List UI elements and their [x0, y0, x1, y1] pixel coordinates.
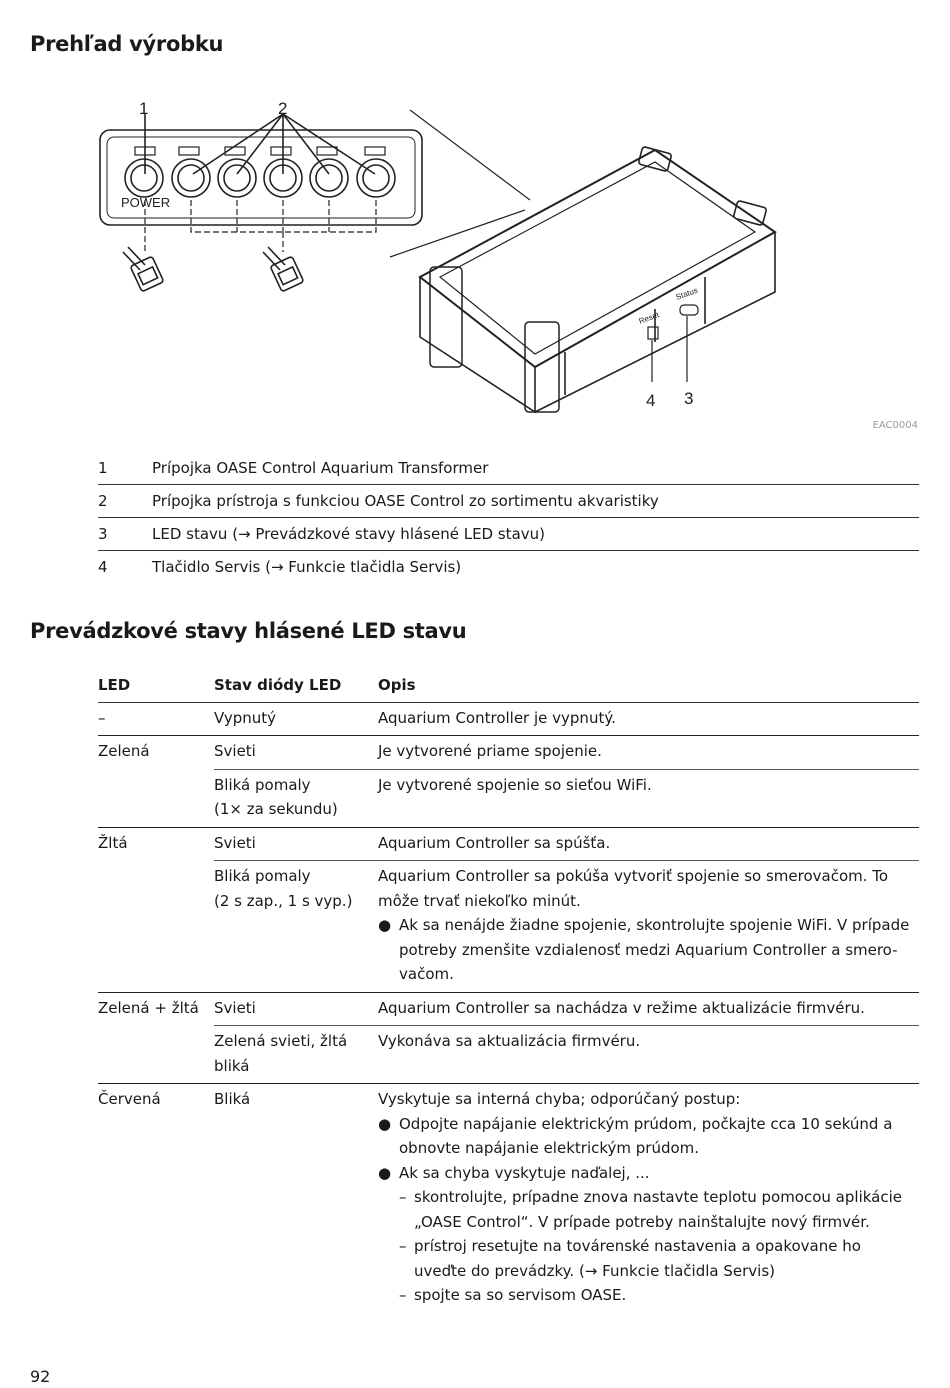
figure-code: EAC0004: [872, 420, 918, 431]
connector-panel: [100, 130, 422, 225]
dash-item: – skontrolujte, prípadne znova nastavte teplotu pomocou aplikácie „OASE Control“. V prípade potreby nainštalujte nový firmvér.: [399, 1188, 902, 1231]
table-row: Zelená Svieti Je vytvorené priame spojenie. Bliká pomaly (1× za sekundu) Je vytvorené spojenie so sieťou WiFi.: [98, 736, 919, 828]
section-title: Prevádzkové stavy hlásené LED stavu: [30, 619, 467, 643]
led-status-table: [98, 670, 919, 1313]
plug-left: [123, 247, 164, 292]
controller-device: [420, 146, 775, 412]
bullet-item: ● Ak sa nenájde žiadne spojenie, skontrolujte spojenie WiFi. V prípade potreby zmenšite vzdialenosť medzi Aquarium Controller a smero- vačom.: [378, 916, 910, 983]
legend-item: 3 LED stavu (→ Prevádzkové stavy hlásené LED stavu): [98, 518, 919, 551]
table-row: Žltá Svieti Aquarium Controller sa spúšťa. Bliká pomaly (2 s zap., 1 s vyp.) Aquarium Controller sa pokúša vytvoriť spojenie so smerovačom. To môže trvať niekoľko minút. ● Ak sa nenájde žiadne spojenie, skontrolujte spojenie WiFi. V prípade potreby zmenšite vzdialenosť medzi Aquarium Controller a smero- vačom.: [98, 828, 919, 993]
legend-item: 4 Tlačidlo Servis (→ Funkcie tlačidla Servis): [98, 558, 462, 576]
table-row: – Vypnutý Aquarium Controller je vypnutý.: [98, 703, 919, 737]
table-header: LED Stav diódy LED Opis: [98, 670, 919, 703]
legend-list: [98, 452, 919, 583]
dash-item: – spojte sa so servisom OASE.: [399, 1286, 627, 1304]
callout-3: 3: [684, 389, 694, 408]
callout-1: 1: [139, 99, 149, 118]
product-diagram: [95, 92, 795, 422]
bullet-item: ● Ak sa chyba vyskytuje naďalej, ...: [378, 1163, 650, 1182]
legend-item: 1 Prípojka OASE Control Aquarium Transformer: [98, 452, 919, 485]
page-title: Prehľad výrobku: [30, 32, 224, 56]
callout-2: 2: [278, 99, 288, 118]
legend-item: 2 Prípojka prístroja s funkciou OASE Control zo sortimentu akvaristiky: [98, 485, 919, 518]
table-row: Zelená + žltá Svieti Aquarium Controller sa nachádza v režime aktualizácie firmvéru. Zelená svieti, žltá bliká Vykonáva sa aktualizácia firmvéru.: [98, 993, 919, 1085]
status-label: Status: [674, 285, 700, 302]
callout-4: 4: [646, 391, 656, 410]
page-number: 92: [30, 1367, 51, 1386]
dash-item: – prístroj resetujte na továrenské nastavenia a opakovane ho uveďte do prevádzky. (→ Funkcie tlačidla Servis): [399, 1237, 861, 1280]
table-row: Červená Bliká Vyskytuje sa interná chyba; odporúčaný postup: ● Odpojte napájanie elektrickým prúdom, počkajte cca 10 sekúnd a obnovte napájanie elektrickým prúdom. ● Ak sa chyba vyskytuje naďalej, ... – skontrolujte, prípadne znova nastavte teplotu pomocou aplikácie „OASE Control“. V prípade potreby nainštalujte nový firmvér. – prístroj resetujte na továrenské nastavenia a opakovane ho uveďte do prevádzky. (→ Funkcie tlačidla Servis) – spojte sa so servisom OASE.: [98, 1084, 919, 1313]
plug-right: [263, 247, 304, 292]
power-label: POWER: [121, 195, 171, 210]
reset-label: Reset: [637, 310, 661, 326]
bullet-item: ● Odpojte napájanie elektrickým prúdom, počkajte cca 10 sekúnd a obnovte napájanie elektrickým prúdom.: [378, 1114, 893, 1157]
socket-power: [125, 159, 163, 197]
